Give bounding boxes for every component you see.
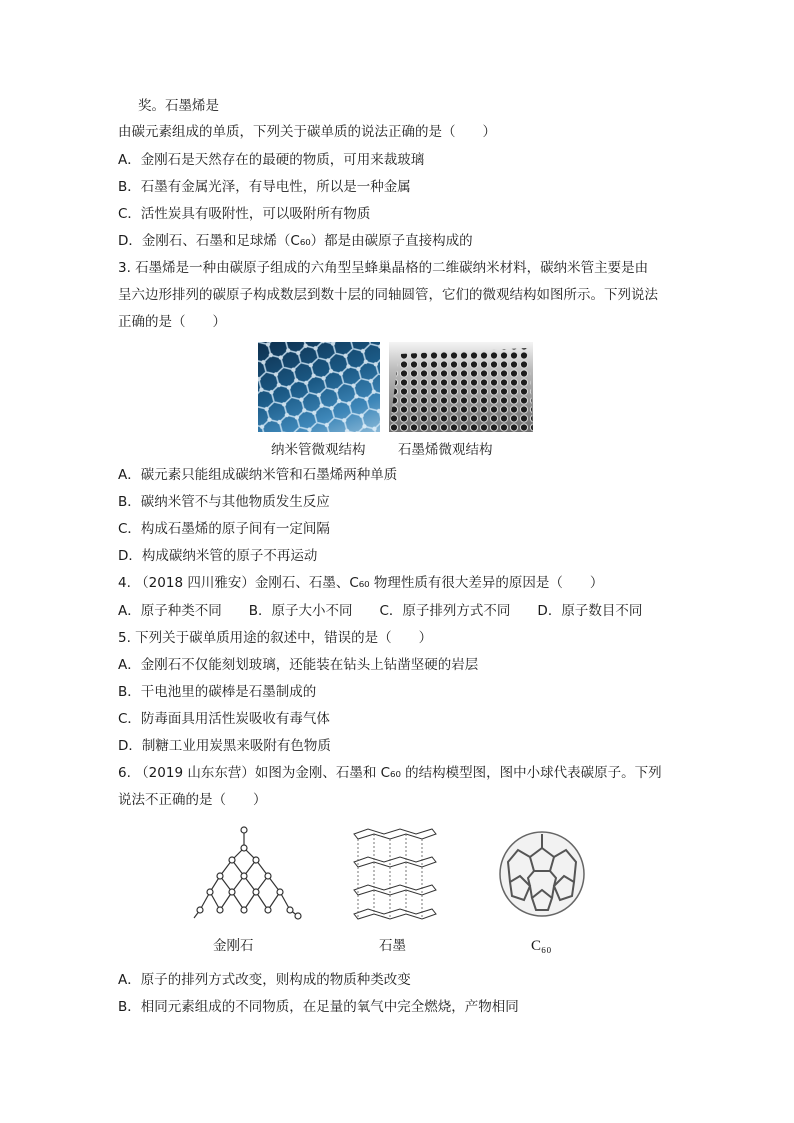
q3-option-d: D．构成碳纳米管的原子不再运动 bbox=[118, 548, 318, 564]
line-1: 奖。石墨烯是 bbox=[138, 98, 219, 114]
option-d: D．金刚石、石墨和足球烯（C₆₀）都是由碳原子直接构成的 bbox=[118, 233, 473, 249]
q6-option-a: A．原子的排列方式改变，则构成的物质种类改变 bbox=[118, 972, 411, 988]
q4-options: A．原子种类不同 B．原子大小不同 C．原子排列方式不同 D．原子数目不同 bbox=[118, 603, 643, 619]
q3-option-c: C．构成石墨烯的原子间有一定间隔 bbox=[118, 521, 330, 537]
q6-option-b: B．相同元素组成的不同物质，在足量的氧气中完全燃烧，产物相同 bbox=[118, 999, 519, 1015]
graphene-image bbox=[389, 342, 533, 432]
q5-option-c: C．防毒面具用活性炭吸收有毒气体 bbox=[118, 711, 330, 727]
graphene-caption: 石墨烯微观结构 bbox=[398, 442, 493, 458]
nanotube-image bbox=[258, 342, 380, 432]
question-3-line-1: 3. 石墨烯是一种由碳原子组成的六角型呈蜂巢晶格的二维碳纳米材料，碳纳米管主要是由 bbox=[118, 260, 649, 276]
nanotube-caption: 纳米管微观结构 bbox=[271, 442, 366, 458]
question-3-line-3: 正确的是（ ） bbox=[118, 314, 226, 330]
question-6-line-1: 6. （2019 山东东营）如图为金刚、石墨和 C₆₀ 的结构模型图，图中小球代表碳原子。下列 bbox=[118, 765, 662, 781]
q5-option-d: D．制糖工业用炭黑来吸附有色物质 bbox=[118, 738, 331, 754]
graphite-structure-image bbox=[346, 826, 442, 922]
question-6-line-2: 说法不正确的是（ ） bbox=[118, 792, 267, 808]
option-a: A．金刚石是天然存在的最硬的物质，可用来裁玻璃 bbox=[118, 152, 425, 168]
option-b: B．石墨有金属光泽，有导电性，所以是一种金属 bbox=[118, 179, 411, 195]
c60-caption: C₆₀ bbox=[531, 938, 552, 954]
q3-option-a: A．碳元素只能组成碳纳米管和石墨烯两种单质 bbox=[118, 467, 398, 483]
option-c: C．活性炭具有吸附性，可以吸附所有物质 bbox=[118, 206, 371, 222]
diamond-caption: 金刚石 bbox=[213, 938, 254, 954]
c60-structure-image bbox=[494, 826, 590, 922]
question-5: 5. 下列关于碳单质用途的叙述中，错误的是（ ） bbox=[118, 630, 433, 646]
q5-option-a: A．金刚石不仅能刻划玻璃，还能装在钻头上钻凿坚硬的岩层 bbox=[118, 657, 479, 673]
question-4: 4. （2018 四川雅安）金刚石、石墨、C₆₀ 物理性质有很大差异的原因是（ ） bbox=[118, 575, 604, 591]
line-2: 由碳元素组成的单质，下列关于碳单质的说法正确的是（ ） bbox=[118, 124, 496, 140]
q3-option-b: B．碳纳米管不与其他物质发生反应 bbox=[118, 494, 330, 510]
question-3-line-2: 呈六边形排列的碳原子构成数层到数十层的同轴圆管，它们的微观结构如图所示。下列说法 bbox=[118, 287, 658, 303]
q5-option-b: B．干电池里的碳棒是石墨制成的 bbox=[118, 684, 317, 700]
diamond-structure-image bbox=[192, 826, 302, 926]
graphite-caption: 石墨 bbox=[379, 938, 406, 954]
